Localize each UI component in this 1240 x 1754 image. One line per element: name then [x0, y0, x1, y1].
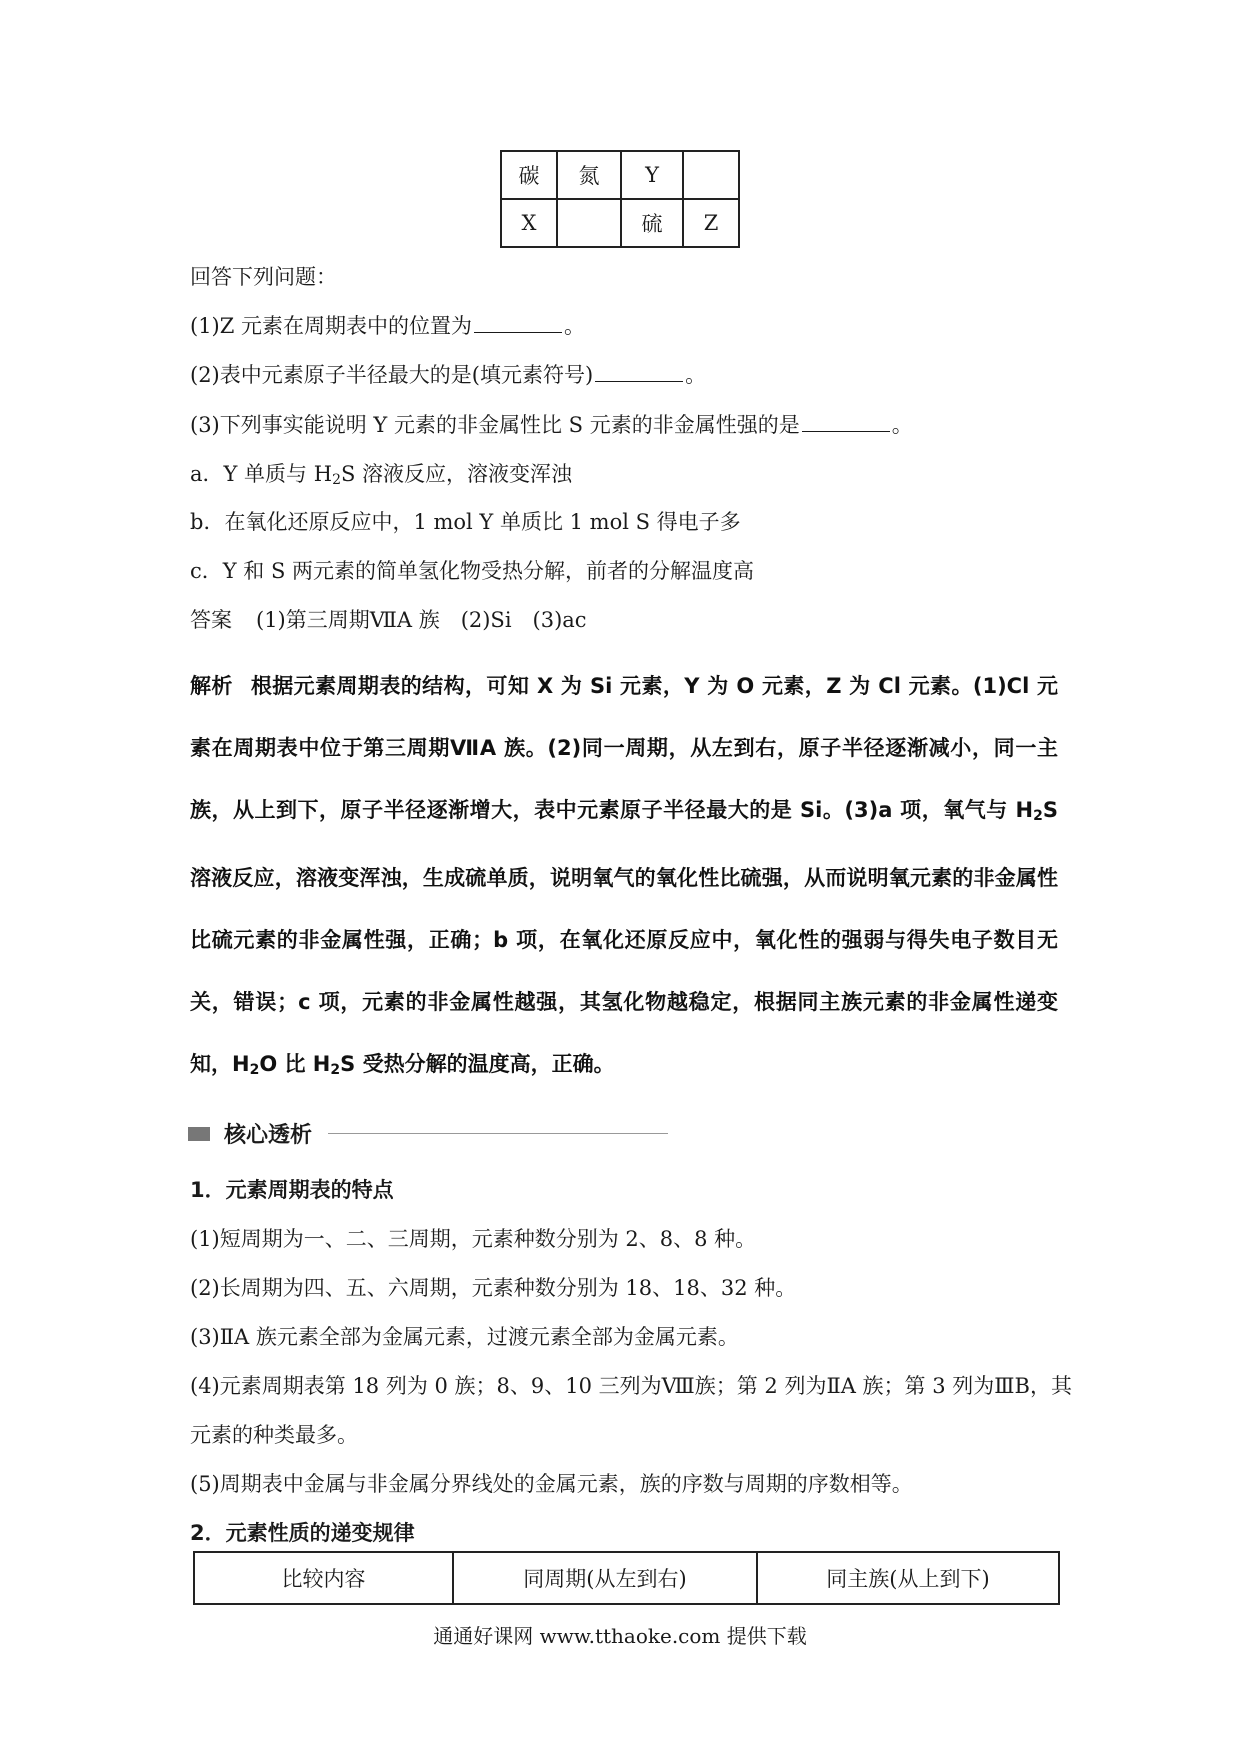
table-cell: X	[501, 199, 557, 247]
table-row	[501, 199, 739, 247]
list-item: (1)短周期为一、二、三周期，元素种数分别为 2、8、8 种。	[190, 1227, 757, 1251]
subheading-1: 1．元素周期表的特点	[190, 1178, 394, 1202]
option-b: b．在氧化还原反应中，1 mol Y 单质比 1 mol S 得电子多	[190, 510, 741, 534]
list-item: 元素的种类最多。	[190, 1423, 358, 1447]
table-cell: 硫	[621, 199, 683, 247]
table-row	[501, 151, 739, 199]
table-cell: Z	[683, 199, 739, 247]
list-item: (5)周期表中金属与非金属分界线处的金属元素，族的序数与周期的序数相等。	[190, 1472, 913, 1496]
subscript: 2	[332, 472, 341, 488]
comparison-table	[193, 1551, 1060, 1605]
question-3-end: 。	[891, 413, 913, 437]
table-cell: 碳	[501, 151, 557, 199]
question-2-end: 。	[685, 363, 707, 387]
table-cell: 氮	[557, 151, 621, 199]
table-header-cell: 同周期(从左到右)	[453, 1552, 757, 1604]
question-3-text: (3)下列事实能说明 Y 元素的非金属性比 S 元素的非金属性强的是	[190, 413, 800, 437]
question-2-text: (2)表中元素原子半径最大的是(填元素符号)	[190, 363, 594, 387]
subscript: 2	[1033, 808, 1043, 824]
answer-text: (1)第三周期ⅦA 族 (2)Si (3)ac	[256, 608, 587, 632]
table-cell	[683, 151, 739, 199]
subscript: 2	[249, 1062, 260, 1078]
answer-line	[190, 605, 587, 635]
list-item: (2)长周期为四、五、六周期，元素种数分别为 18、18、32 种。	[190, 1276, 797, 1300]
section-header	[188, 1118, 668, 1149]
question-2	[190, 360, 706, 390]
question-1-text: (1)Z 元素在周期表中的位置为	[190, 314, 473, 338]
analysis-text: 根据元素周期表的结构，可知 X 为 Si 元素，Y 为 O 元素，Z 为 Cl 元素。(1)Cl 元素在周期表中位于第三周期ⅦA 族。(2)同一周期，从左到右，原子半径逐渐减小，同一主族，从上到下，原子半径逐渐增大，表中元素原子半径最大的是 Si。(3)a 项，氧气与 H	[190, 674, 1059, 822]
table-header-cell: 比较内容	[194, 1552, 453, 1604]
analysis-label: 解析	[190, 674, 233, 698]
table-cell: Y	[621, 151, 683, 199]
analysis-paragraph	[190, 655, 1058, 1101]
list-item: (4)元素周期表第 18 列为 0 族；8、9、10 三列为Ⅷ族；第 2 列为ⅡA 族；第 3 列为ⅢB，其	[190, 1374, 1072, 1398]
option-c: c．Y 和 S 两元素的简单氢化物受热分解，前者的分解温度高	[190, 559, 755, 583]
analysis-text: S 受热分解的温度高，正确。	[340, 1052, 615, 1076]
question-1-end: 。	[564, 314, 586, 338]
table-header-row	[194, 1552, 1059, 1604]
option-a-text-2: S 溶液反应，溶液变浑浊	[340, 462, 573, 486]
answer-blank	[595, 363, 683, 382]
table-cell	[557, 199, 621, 247]
element-position-table	[500, 150, 740, 248]
subscript: 2	[330, 1062, 341, 1078]
table-header-cell: 同主族(从上到下)	[757, 1552, 1059, 1604]
subheading-2: 2．元素性质的递变规律	[190, 1521, 415, 1545]
answer-blank	[474, 314, 562, 333]
option-a	[190, 459, 572, 495]
question-1	[190, 311, 585, 341]
page-footer: 通通好课网 www.tthaoke.com 提供下载	[433, 1624, 807, 1648]
question-intro: 回答下列问题：	[190, 265, 337, 289]
list-item: (3)ⅡA 族元素全部为金属元素，过渡元素全部为金属元素。	[190, 1325, 739, 1349]
answer-blank	[802, 413, 890, 432]
option-a-text: a．Y 单质与 H	[190, 462, 333, 486]
section-divider	[328, 1133, 668, 1134]
section-marker-icon	[188, 1127, 210, 1141]
question-3	[190, 410, 913, 440]
answer-label: 答案	[190, 608, 232, 632]
analysis-text: O 比 H	[259, 1052, 331, 1076]
section-title: 核心透析	[224, 1123, 313, 1148]
analysis-text: S 溶液反应，溶液变浑浊，生成硫单质，说明氧气的氧化性比硫强，从而说明氧元素的非金属性比硫元素的非金属性强，正确；b 项，在氧化还原反应中，氧化性的强弱与得失电子数目无关，错误；c 项，元素的非金属性越强，其氢化物越稳定，根据同主族元素的非金属性递变知，H	[190, 798, 1058, 1076]
